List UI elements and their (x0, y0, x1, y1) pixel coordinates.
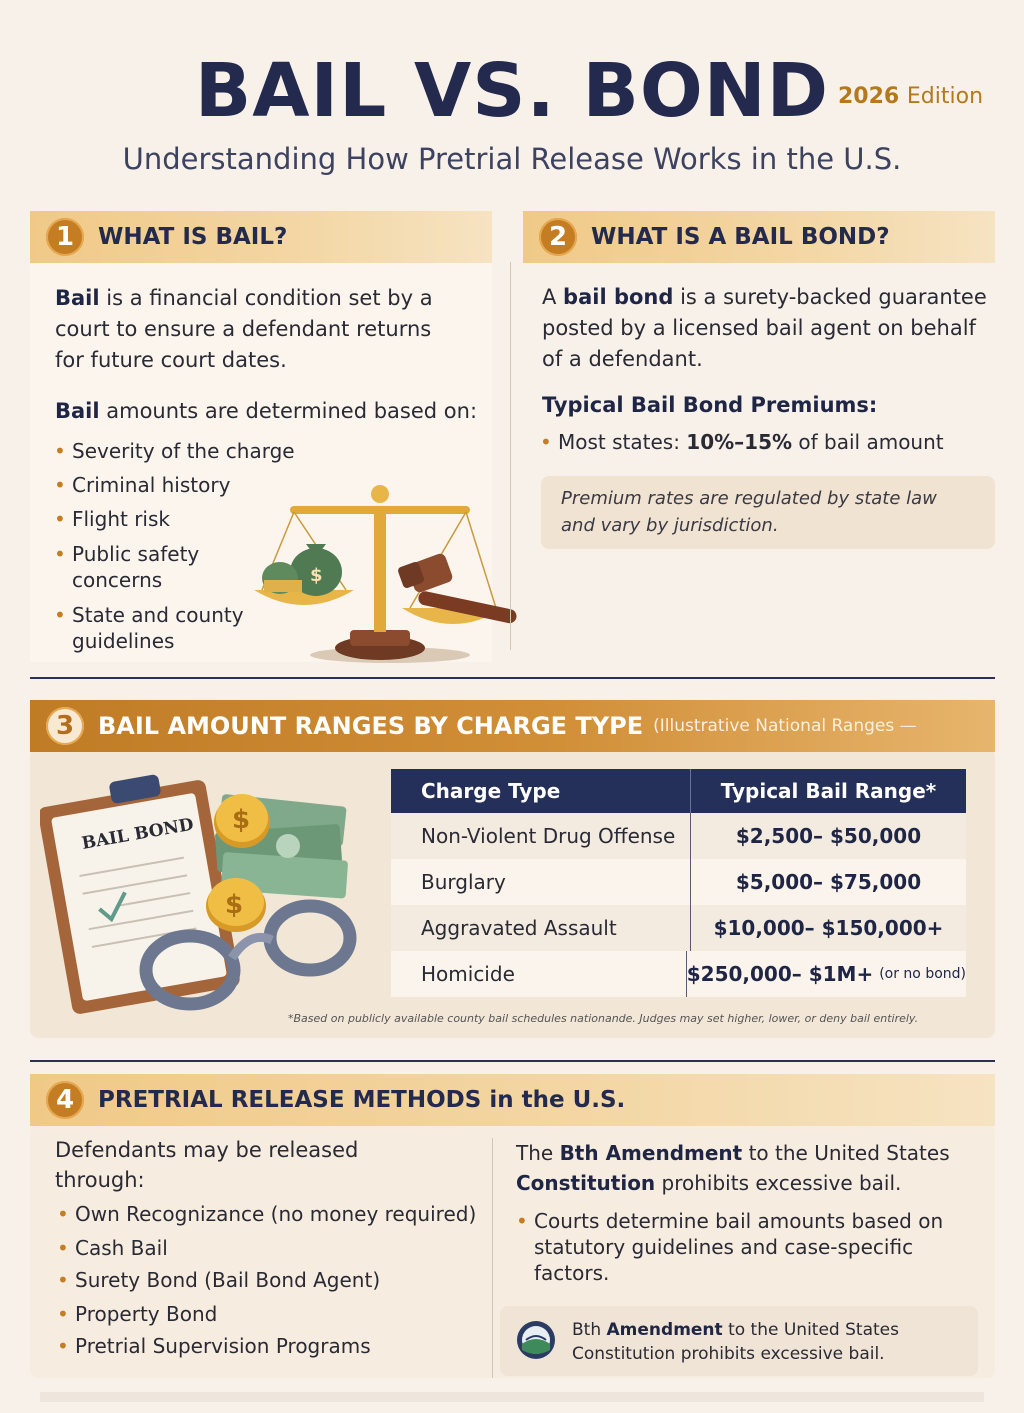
table-row (391, 859, 966, 905)
table-body (391, 813, 966, 997)
section3-title: BAIL AMOUNT RANGES BY CHARGE TYPE (98, 712, 644, 740)
section4-title: PRETRIAL RELEASE METHODS in the U.S. (98, 1087, 626, 1113)
money-bag-icon (262, 544, 342, 596)
divider (30, 1060, 995, 1062)
premium-callout: Premium rates are regulated by state law and vary by jurisdiction. (541, 476, 995, 549)
edition-badge (838, 84, 983, 109)
column-header-range: Typical Bail Range* (720, 779, 937, 803)
list-item: • Own Recognizance (no money required) (75, 1201, 476, 1227)
section1-title: WHAT IS BAIL? (98, 224, 288, 250)
edition-word: Edition (906, 84, 984, 109)
premiums-heading: Typical Bail Bond Premiums: (542, 393, 878, 417)
section2-header (523, 211, 995, 263)
section2-definition: A bail bond is a surety-backed guarantee posted by a licensed bail agent on behalf of a defendant. (542, 285, 987, 371)
table-row (391, 951, 966, 997)
section2-number: 2 (539, 218, 577, 256)
section1-header (30, 211, 492, 263)
section1-factors-intro: Bail amounts are determined based on: (55, 399, 478, 423)
list-item: • Cash Bail (75, 1235, 168, 1261)
section3-header (30, 700, 995, 752)
charge-cell: Aggravated Assault (391, 905, 691, 951)
svg-text:$: $ (225, 890, 244, 920)
list-item: • Public safety concerns (72, 541, 232, 593)
list-item: • State and county guidelines (72, 602, 252, 654)
list-item: • Flight risk (72, 506, 170, 532)
section-divider-vertical (492, 1138, 493, 1378)
section3-note: (Illustrative National Ranges — (653, 716, 917, 736)
charge-cell: Burglary (391, 859, 691, 905)
table-header (391, 769, 966, 813)
bail-bond-illustration (40, 770, 370, 1025)
seal-icon (516, 1320, 556, 1360)
list-item: • Property Bond (75, 1301, 217, 1327)
range-cell: $5,000– $75,000 (735, 870, 922, 894)
svg-text:$: $ (310, 565, 323, 586)
table-row (391, 813, 966, 859)
list-item: • Severity of the charge (72, 438, 295, 464)
charge-cell: Non-Violent Drug Offense (391, 813, 691, 859)
list-item: • Criminal history (72, 472, 230, 498)
section3-number: 3 (46, 707, 84, 745)
page-title: BAIL VS. BOND (194, 48, 830, 134)
section1-number: 1 (46, 218, 84, 256)
divider (30, 677, 995, 679)
range-cell: $250,000– $1M+ (or no bond) (686, 962, 966, 986)
amendment-callout (500, 1306, 978, 1376)
section4-number: 4 (46, 1081, 84, 1119)
table-row (391, 905, 966, 951)
column-header-charge: Charge Type (391, 769, 691, 813)
premium-rate: • Most states: 10%–15% of bail amount (558, 429, 944, 455)
bail-range-table (391, 769, 966, 997)
courts-bullet: • Courts determine bail amounts based on statutory guidelines and case-specific factors. (534, 1208, 954, 1286)
edition-year: 2026 (838, 84, 900, 109)
scales-of-justice-icon (250, 480, 530, 665)
section1-definition: Bail is a financial condition set by a court to ensure a defendant returns for future court dates. (55, 286, 433, 372)
list-item: • Surety Bond (Bail Bond Agent) (75, 1267, 380, 1293)
range-cell: $10,000– $150,000+ (713, 916, 944, 940)
amendment-callout-text: Bth Amendment to the United States Constitution prohibits excessive bail. (572, 1320, 899, 1364)
bottom-strip (40, 1392, 984, 1402)
release-intro: Defendants may be released through: (55, 1138, 359, 1192)
section-divider-vertical (510, 262, 511, 650)
section2-title: WHAT IS A BAIL BOND? (591, 224, 890, 250)
amendment-statement: The Bth Amendment to the United States Constitution prohibits excessive bail. (516, 1141, 950, 1195)
range-cell: $2,500– $50,000 (735, 824, 922, 848)
list-item: • Pretrial Supervision Programs (75, 1333, 371, 1359)
charge-cell: Homicide (391, 951, 687, 997)
table-footnote: *Based on publicly available county bail schedules nationande. Judges may set higher, lower, or deny bail entirely. (288, 1012, 919, 1025)
page-subtitle: Understanding How Pretrial Release Works in the U.S. (122, 142, 902, 176)
svg-text:$: $ (232, 805, 251, 835)
section4-header (30, 1074, 995, 1126)
clipboard-label: BAIL BOND (80, 814, 196, 854)
